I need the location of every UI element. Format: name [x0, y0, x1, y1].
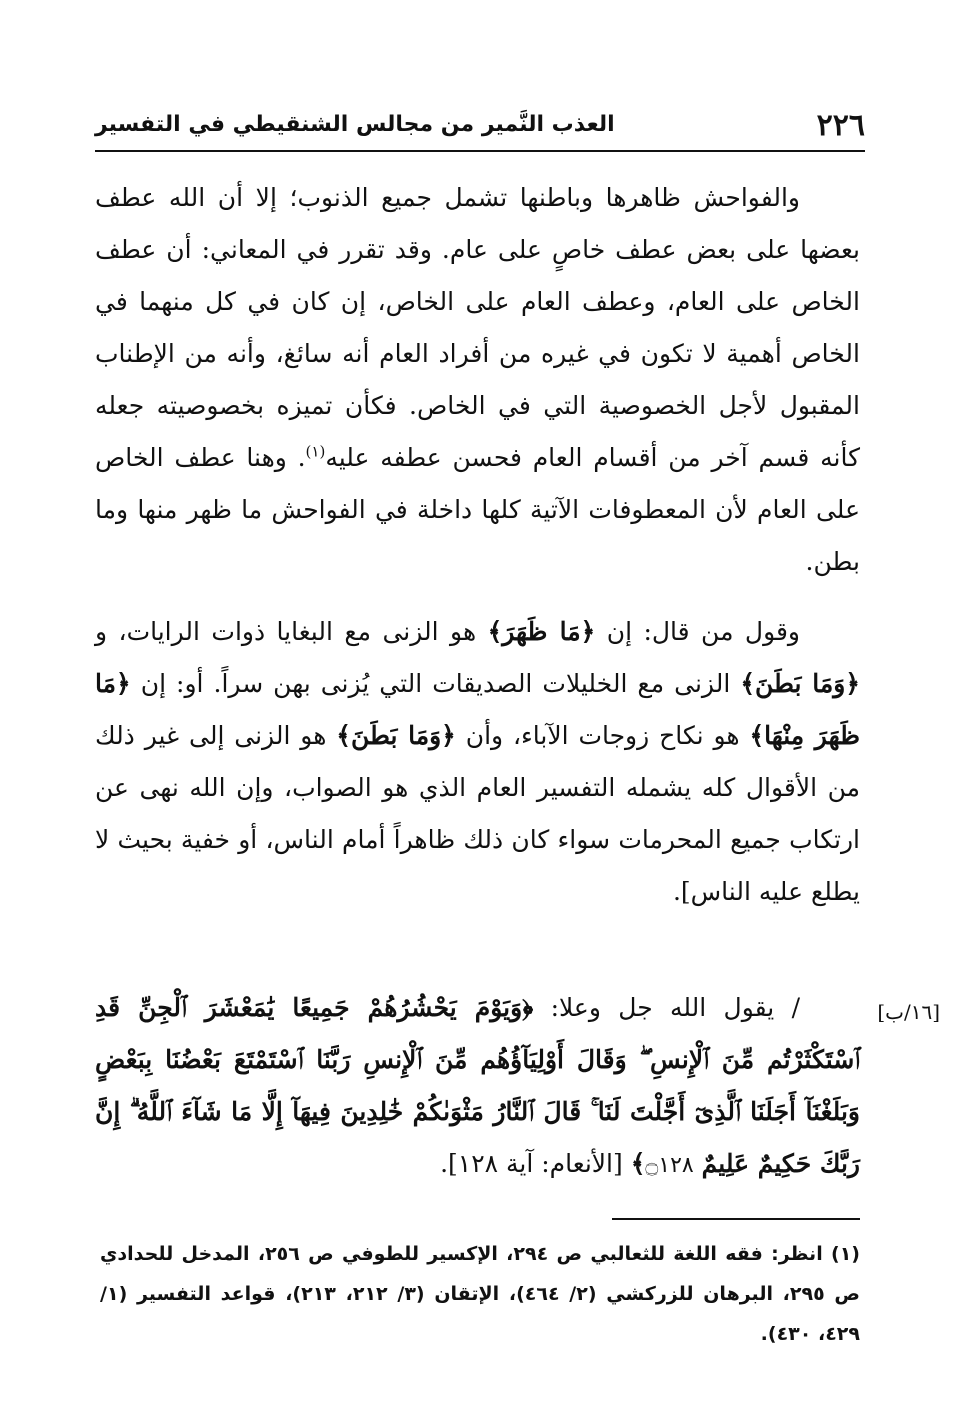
paragraph-2	[95, 606, 860, 918]
running-header	[95, 108, 865, 148]
running-title: العذب النَّمير من مجالس الشنقيطي في التفسير	[95, 112, 615, 137]
main-text	[95, 172, 860, 918]
quran-quote-4: ﴿وَمَا بَطَنَ﴾	[336, 721, 456, 750]
header-rule	[95, 150, 865, 152]
paragraph-1-tail: . وهنا عطف الخاص على العام لأن المعطوفات الآتية كلها داخلة في الفواحش ما ظهر منها وما بطن.	[95, 443, 860, 576]
verse-citation: [الأنعام: آية ١٢٨].	[440, 1149, 623, 1178]
quran-quote-3: ﴿مَا ظَهَرَ مِنْهَا﴾	[95, 669, 861, 750]
verse-close-bracket: ﴾	[630, 1149, 646, 1178]
paragraph-2-text-b: هو الزنى مع البغايا ذوات الرايات، و	[95, 617, 477, 646]
page-number: ٢٢٦	[816, 108, 865, 143]
manuscript-margin-note: [١٦/ب]	[877, 1000, 940, 1024]
footnotes	[100, 1234, 860, 1354]
paragraph-2-text-d: هو نكاح زوجات الآباء، وأن	[465, 721, 740, 750]
quran-quote-2: ﴿وَمَا بَطَنَ﴾	[740, 669, 860, 698]
quran-verse: ﴿وَيَوْمَ يَحْشُرُهُمْ جَمِيعًا يَٰمَعْشَرَ ٱلْجِنِّ قَدِ ٱسْتَكْثَرْتُم مِّنَ ٱلْإِنسِ ۖ وَقَالَ أَوْلِيَآؤُهُم مِّنَ ٱلْإِنسِ رَبَّنَا ٱسْتَمْتَعَ بَعْضُنَا بِبَعْضٍ وَبَلَغْنَآ أَجَلَنَا ٱلَّذِىٓ أَجَّلْتَ لَنَا ۚ قَالَ ٱلنَّارُ مَثْوَىٰكُمْ خَٰلِدِينَ فِيهَآ إِلَّا مَا شَآءَ ٱللَّهُ ۗ إِنَّ رَبَّكَ حَكِيمٌ عَلِيمٌ	[95, 993, 860, 1178]
footnote-ref-1[interactable]: (١)	[305, 442, 326, 461]
quran-quote-1: ﴿مَا ظَهَرَ﴾	[487, 617, 596, 646]
paragraph-1	[95, 172, 860, 588]
footnote-rule	[612, 1218, 860, 1220]
verse-paragraph	[95, 982, 860, 1192]
paragraph-2-text-a: وقول من قال: إن	[606, 617, 801, 646]
footnote-1: (١) انظر: فقه اللغة للثعالبي ص ٢٩٤، الإكسير للطوفي ص ٢٥٦، المدخل للحدادي ص ٢٩٥، البرهان للزركشي (٢/ ٤٦٤)، الإتقان (٣/ ٢١٢، ٢١٣)، قواعد التفسير (١/ ٤٢٩، ٤٣٠).	[100, 1243, 860, 1345]
verse-intro: / يقول الله جل وعلا:	[550, 993, 800, 1022]
paragraph-1-text: والفواحش ظاهرها وباطنها تشمل جميع الذنوب؛ إلا أن الله عطف بعضها على بعض عطف خاصٍ على عام. وقد تقرر في المعاني: أن عطف الخاص على العام، وعطف العام على الخاص، إن كان في كل منهما في الخاص أهمية لا تكون في غيره من أفراد العام أنه سائغ، وأنه من الإطناب المقبول لأجل الخصوصية التي في الخاص. فكأن تميزه بخصوصيته جعله كأنه قسم آخر من أقسام العام فحسن عطفه عليه	[95, 183, 860, 472]
verse-section	[95, 982, 860, 1192]
verse-number-marker: ۝١٢٨	[645, 1153, 694, 1178]
paragraph-2-text-e: هو الزنى إلى غير ذلك من الأقوال كله يشمله التفسير العام الذي هو الصواب، وإن الله نهى عن ارتكاب جميع المحرمات سواء كان ذلك ظاهراً أمام الناس، أو خفية بحيث لا يطلع عليه الناس].	[95, 721, 860, 906]
paragraph-2-text-c: الزنى مع الخليلات الصديقات التي يُزنى بهن سراً. أو: إن	[140, 669, 731, 698]
